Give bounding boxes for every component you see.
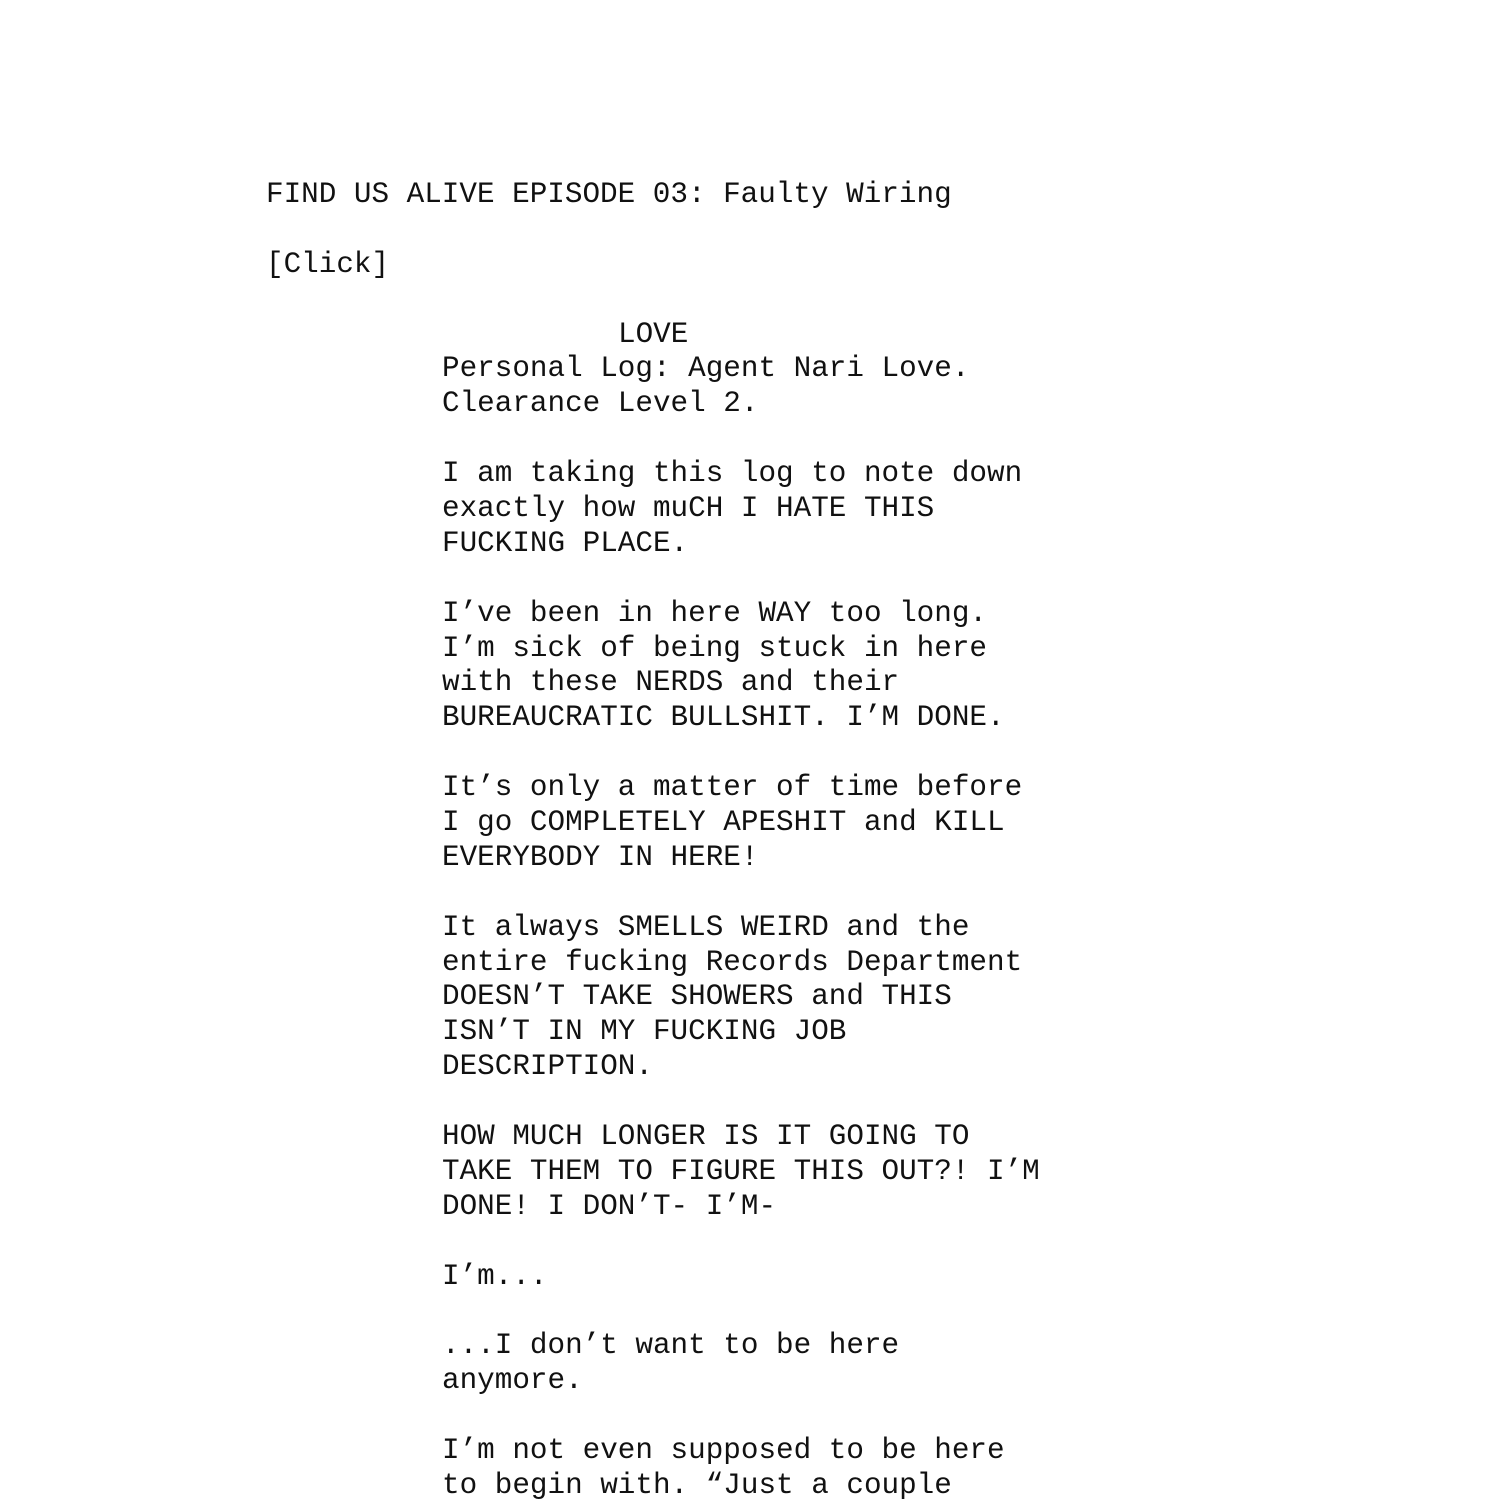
dialogue-line: DONE! I DON’T- I’M- xyxy=(442,1189,777,1223)
dialogue-line: Clearance Level 2. xyxy=(442,387,759,421)
dialogue-line: HOW MUCH LONGER IS IT GOING TO xyxy=(442,1120,970,1154)
dialogue-line: anymore. xyxy=(442,1364,583,1398)
dialogue-line: I am taking this log to note down xyxy=(442,457,1023,491)
dialogue-line: DESCRIPTION. xyxy=(442,1050,653,1084)
dialogue-line: I’m sick of being stuck in here xyxy=(442,631,988,665)
dialogue-line: I’ve been in here WAY too long. xyxy=(442,596,988,630)
dialogue-line: It always SMELLS WEIRD and the xyxy=(442,910,970,944)
dialogue-line: It’s only a matter of time before xyxy=(442,771,1023,805)
dialogue-line: FUCKING PLACE. xyxy=(442,526,689,560)
script-page xyxy=(266,178,1040,1504)
episode-title: FIND US ALIVE EPISODE 03: Faulty Wiring xyxy=(266,178,952,211)
dialogue-line: DOESN’T TAKE SHOWERS and THIS xyxy=(442,980,952,1014)
dialogue-line: ...I don’t want to be here xyxy=(442,1329,900,1363)
dialogue-line: exactly how muCH I HATE THIS xyxy=(442,492,935,526)
dialogue-block xyxy=(266,352,1040,1503)
dialogue-line: ISN’T IN MY FUCKING JOB xyxy=(442,1015,847,1049)
dialogue-line: EVERYBODY IN HERE! xyxy=(442,840,759,874)
dialogue-line: I’m not even supposed to be here xyxy=(442,1434,1005,1468)
dialogue-line: TAKE THEM TO FIGURE THIS OUT?! I’M xyxy=(442,1154,1040,1188)
dialogue-line: with these NERDS and their xyxy=(442,666,900,700)
dialogue-line: Personal Log: Agent Nari Love. xyxy=(442,352,970,386)
dialogue-line: entire fucking Records Department xyxy=(442,945,1023,979)
dialogue-line: BUREAUCRATIC BULLSHIT. I’M DONE. xyxy=(442,701,1005,735)
dialogue-line: to begin with. “Just a couple xyxy=(442,1468,952,1502)
dialogue-line: I’m... xyxy=(442,1259,548,1293)
action-line: [Click] xyxy=(266,247,390,281)
character-name: LOVE xyxy=(618,317,689,351)
dialogue-line: I go COMPLETELY APESHIT and KILL xyxy=(442,806,1005,840)
